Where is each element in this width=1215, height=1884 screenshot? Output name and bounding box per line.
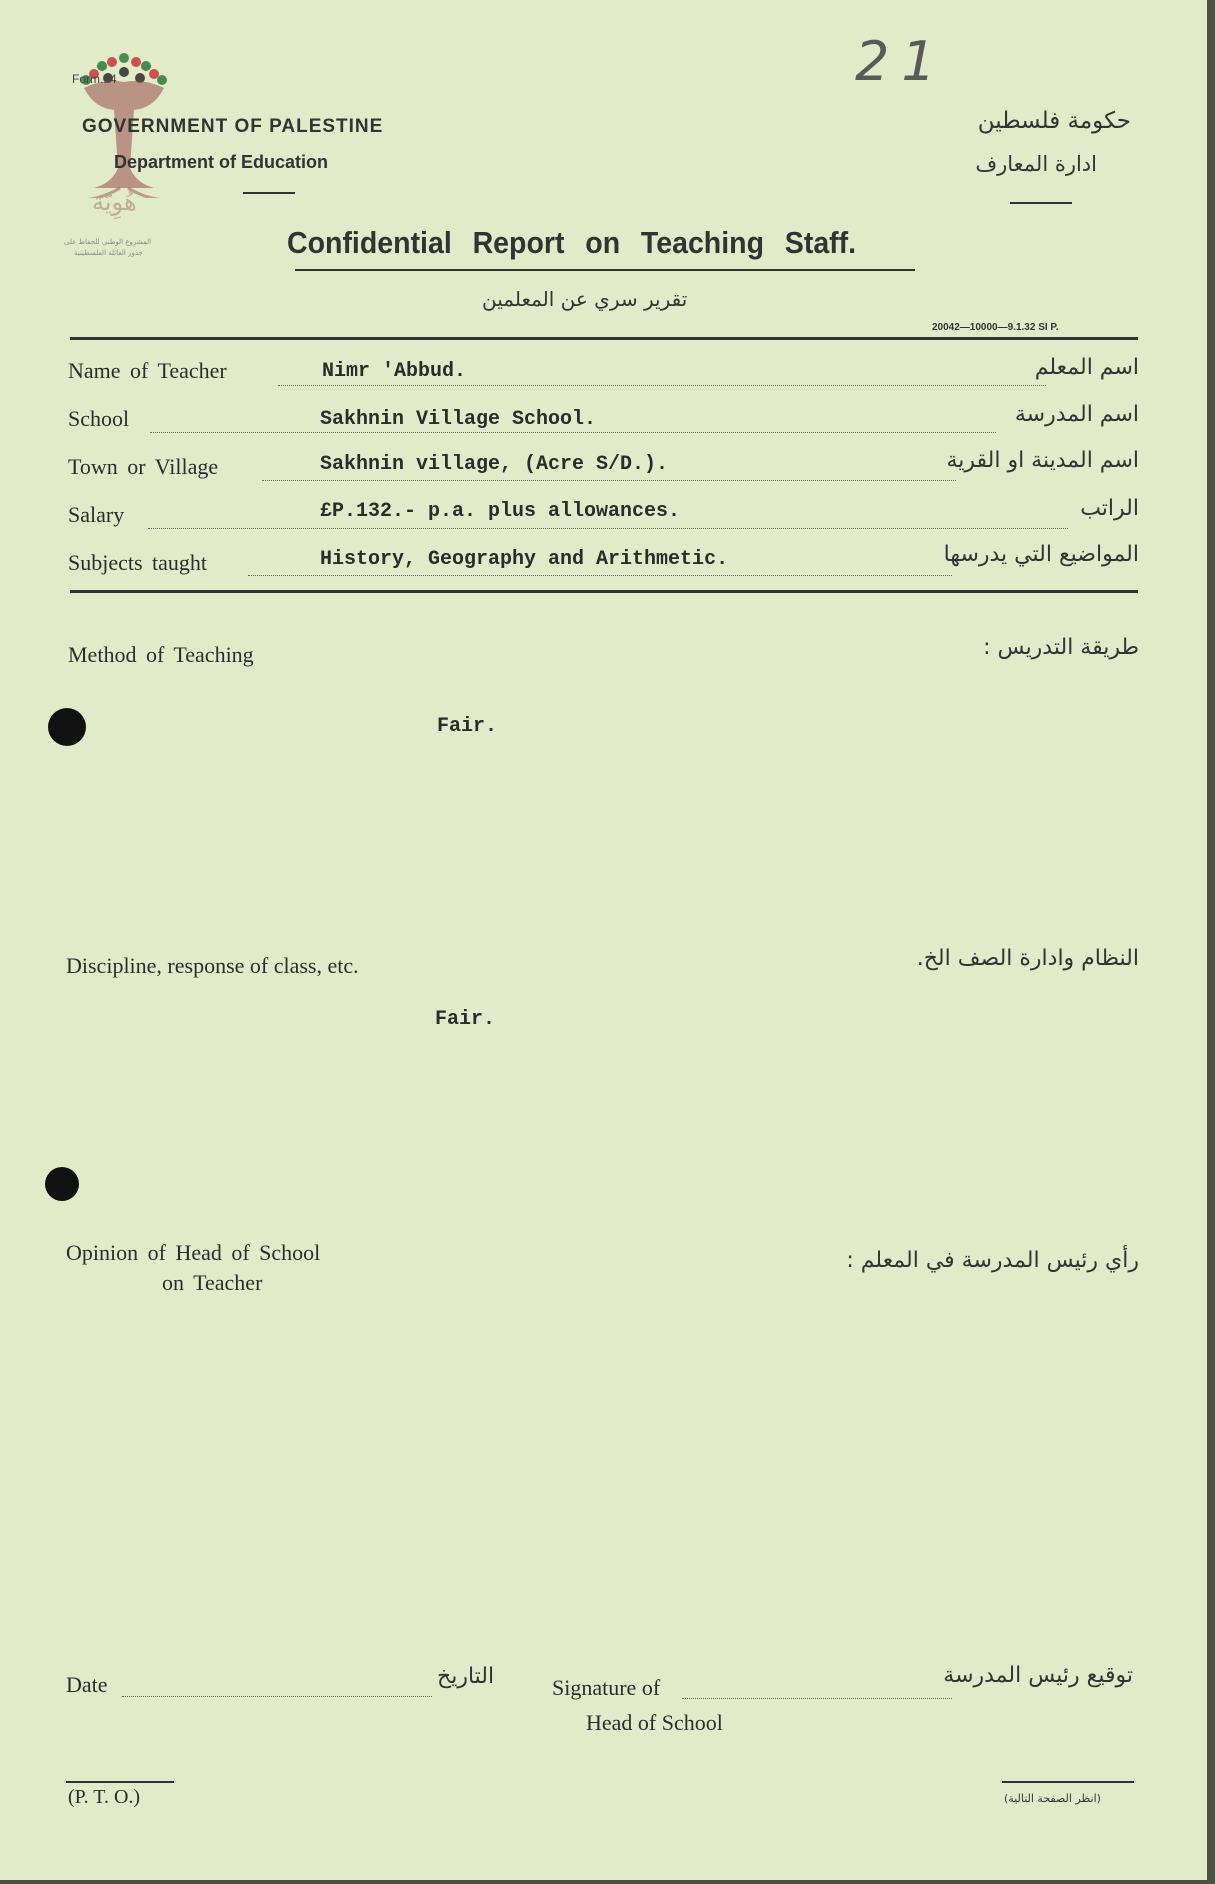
field-value: History, Geography and Arithmetic. xyxy=(320,548,729,571)
method-value: Fair. xyxy=(437,715,498,738)
field-value: Sakhnin village, (Acre S/D.). xyxy=(320,453,669,476)
page-number: 21 xyxy=(855,30,948,93)
header-right-rule xyxy=(1010,202,1072,204)
field-label: Name of Teacher xyxy=(68,358,227,383)
field-dotted-line xyxy=(248,575,952,576)
field-value: Sakhnin Village School. xyxy=(320,408,597,431)
scan-edge-right xyxy=(1207,0,1215,1884)
signature-dotted-line xyxy=(682,1698,952,1699)
watermark-logo-text: هُوِيّة xyxy=(92,188,137,216)
fields-top-rule xyxy=(70,337,1138,340)
header-short-rule xyxy=(243,192,295,194)
watermark-tagline-1: المشروع الوطني للحفاظ على xyxy=(64,238,152,246)
pto-label: (P. T. O.) xyxy=(68,1786,141,1808)
field-value: £P.132.- p.a. plus allowances. xyxy=(320,500,681,523)
field-dotted-line xyxy=(278,385,1046,386)
field-label-arabic: اسم المدرسة xyxy=(1014,402,1139,427)
form-number: Form...4 xyxy=(72,72,117,86)
document-title-arabic: تقرير سري عن المعلمين xyxy=(482,287,688,311)
document-title: Confidential Report on Teaching Staff. xyxy=(287,225,857,260)
method-label: Method of Teaching xyxy=(68,642,254,667)
opinion-label-line1: Opinion of Head of School xyxy=(66,1240,321,1265)
print-code: 20042—10000—9.1.32 SI P. xyxy=(932,322,1059,333)
pto-arabic-rule xyxy=(1002,1781,1134,1783)
date-label: Date xyxy=(66,1672,108,1697)
title-underline xyxy=(295,269,915,271)
date-dotted-line xyxy=(122,1696,432,1697)
field-dotted-line xyxy=(150,432,996,433)
field-label-arabic: اسم المعلم xyxy=(1034,355,1139,380)
field-value: Nimr 'Abbud. xyxy=(322,360,467,383)
opinion-label-line2: on Teacher xyxy=(162,1270,263,1295)
date-label-arabic: التاريخ xyxy=(437,1664,495,1689)
scan-edge-bottom xyxy=(0,1880,1215,1884)
signature-label-arabic: توقيع رئيس المدرسة xyxy=(943,1663,1133,1688)
discipline-label-arabic: النظام وادارة الصف الخ. xyxy=(916,946,1139,971)
department-title-arabic: ادارة المعارف xyxy=(975,152,1097,176)
field-label-arabic: المواضيع التي يدرسها xyxy=(943,542,1139,567)
field-dotted-line xyxy=(262,480,956,481)
field-label: Subjects taught xyxy=(68,550,208,575)
discipline-label: Discipline, response of class, etc. xyxy=(66,953,359,978)
field-label: School xyxy=(68,406,130,431)
pto-label-arabic: (انظر الصفحة التالية) xyxy=(1004,1792,1101,1805)
field-label: Salary xyxy=(68,502,125,527)
field-label-arabic: الراتب xyxy=(1080,496,1139,521)
fields-bottom-rule xyxy=(70,590,1138,593)
opinion-label-arabic: رأي رئيس المدرسة في المعلم : xyxy=(846,1248,1139,1273)
government-title-arabic: حكومة فلسطين xyxy=(977,108,1131,134)
field-label: Town or Village xyxy=(68,454,219,479)
signature-label-line2: Head of School xyxy=(586,1710,723,1735)
field-label-arabic: اسم المدينة او القرية xyxy=(946,448,1139,473)
discipline-value: Fair. xyxy=(435,1008,496,1031)
field-dotted-line xyxy=(148,528,1068,529)
punch-hole-bottom xyxy=(45,1167,79,1201)
signature-label: Signature of xyxy=(552,1675,661,1700)
punch-hole-top xyxy=(48,708,86,746)
government-title: GOVERNMENT OF PALESTINE xyxy=(82,116,384,137)
department-title: Department of Education xyxy=(114,152,329,172)
method-label-arabic: طريقة التدريس : xyxy=(983,635,1139,660)
watermark-tagline-2: جذور العائلة الفلسطينية xyxy=(74,249,143,257)
pto-rule xyxy=(66,1781,174,1783)
